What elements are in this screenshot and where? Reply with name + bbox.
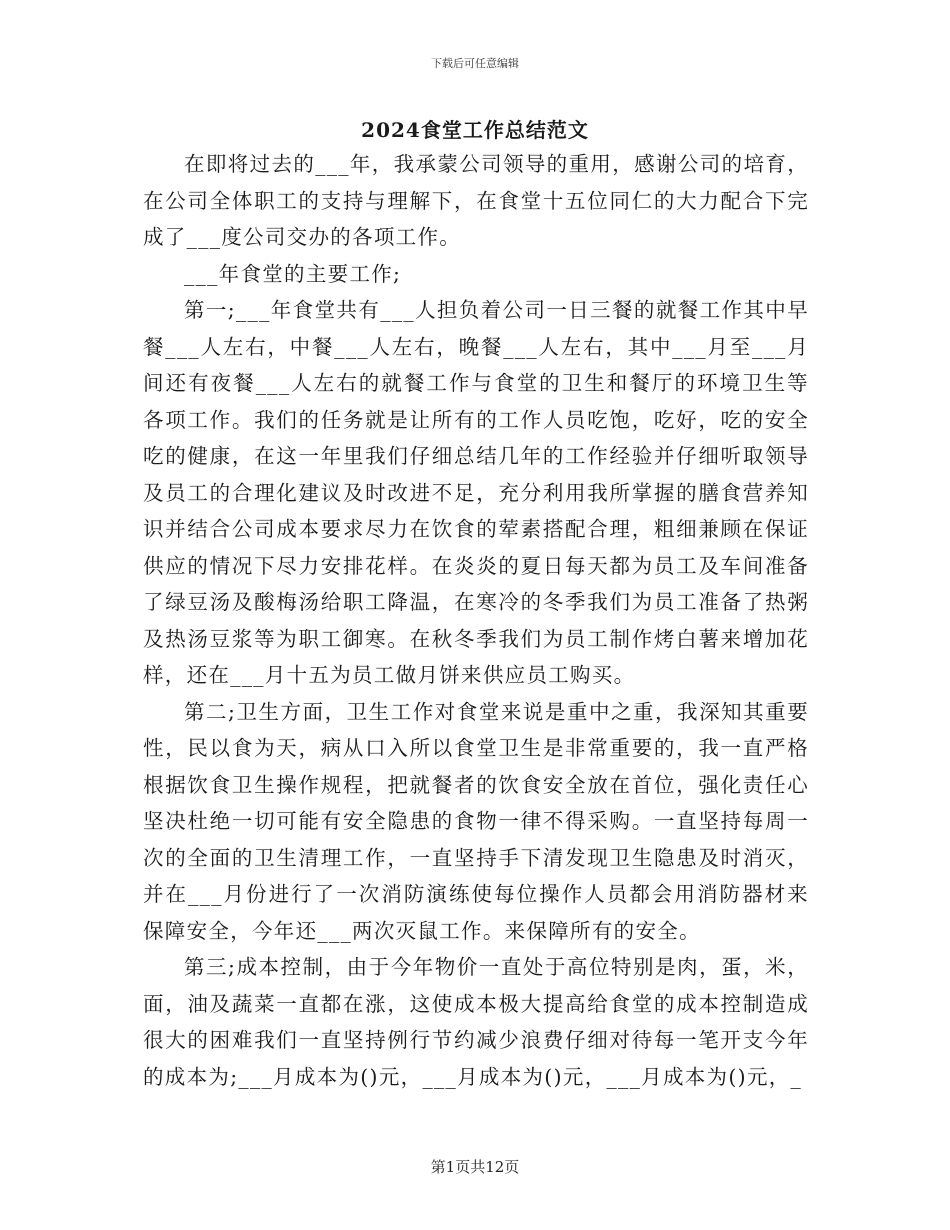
paragraph-intro: 在即将过去的___年，我承蒙公司领导的重用，感谢公司的培育，在公司全体职工的支持与理解下，在食堂十五位同仁的大力配合下完成了___度公司交办的各项工作。 bbox=[143, 152, 809, 249]
paragraph-third: 第三;成本控制，由于今年物价一直处于高位特别是肉，蛋，米，面，油及蔬菜一直都在涨，这使成本极大提高给食堂的成本控制造成很大的困难我们一直坚持例行节约减少浪费仔细对待每一笔开支今年的成本为;___月成本为()元，___月成本为()元，___月成本为()元，_ bbox=[143, 955, 809, 1089]
paragraph-second: 第二;卫生方面，卫生工作对食堂来说是重中之重，我深知其重要性，民以食为天，病从口入所以食堂卫生是非常重要的，我一直严格根据饮食卫生操作规程，把就餐者的饮食安全放在首位，强化责任心坚决杜绝一切可能有安全隐患的食物一律不得采购。一直坚持每周一次的全面的卫生清理工作，一直坚持手下清发现卫生隐患及时消灭，并在___月份进行了一次消防演练使每位操作人员都会用消防器材来保障安全，今年还___两次灭鼠工作。来保障所有的安全。 bbox=[143, 699, 809, 943]
download-note: 下载后可任意编辑 bbox=[431, 57, 519, 70]
document-body bbox=[143, 146, 809, 1095]
document-title: 2024食堂工作总结范文 bbox=[361, 118, 589, 142]
page-number: 第1页共12页 bbox=[430, 1158, 520, 1176]
paragraph-first: 第一;___年食堂共有___人担负着公司一日三餐的就餐工作其中早餐___人左右，中餐___人左右，晚餐___人左右，其中___月至___月间还有夜餐___人左右的就餐工作与食堂的卫生和餐厅的环境卫生等各项工作。我们的任务就是让所有的工作人员吃饱，吃好，吃的安全吃的健康，在这一年里我们仔细总结几年的工作经验并仔细听取领导及员工的合理化建议及时改进不足，充分利用我所掌握的膳食营养知识并结合公司成本要求尽力在饮食的荤素搭配合理，粗细兼顾在保证供应的情况下尽力安排花样。在炎炎的夏日每天都为员工及车间准备了绿豆汤及酸梅汤给职工降温，在寒冷的冬季我们为员工准备了热粥及热汤豆浆等为职工御寒。在秋冬季我们为员工制作烤白薯来增加花样，还在___月十五为员工做月饼来供应员工购买。 bbox=[143, 298, 809, 687]
paragraph-main-work-heading: ___年食堂的主要工作; bbox=[184, 261, 402, 286]
